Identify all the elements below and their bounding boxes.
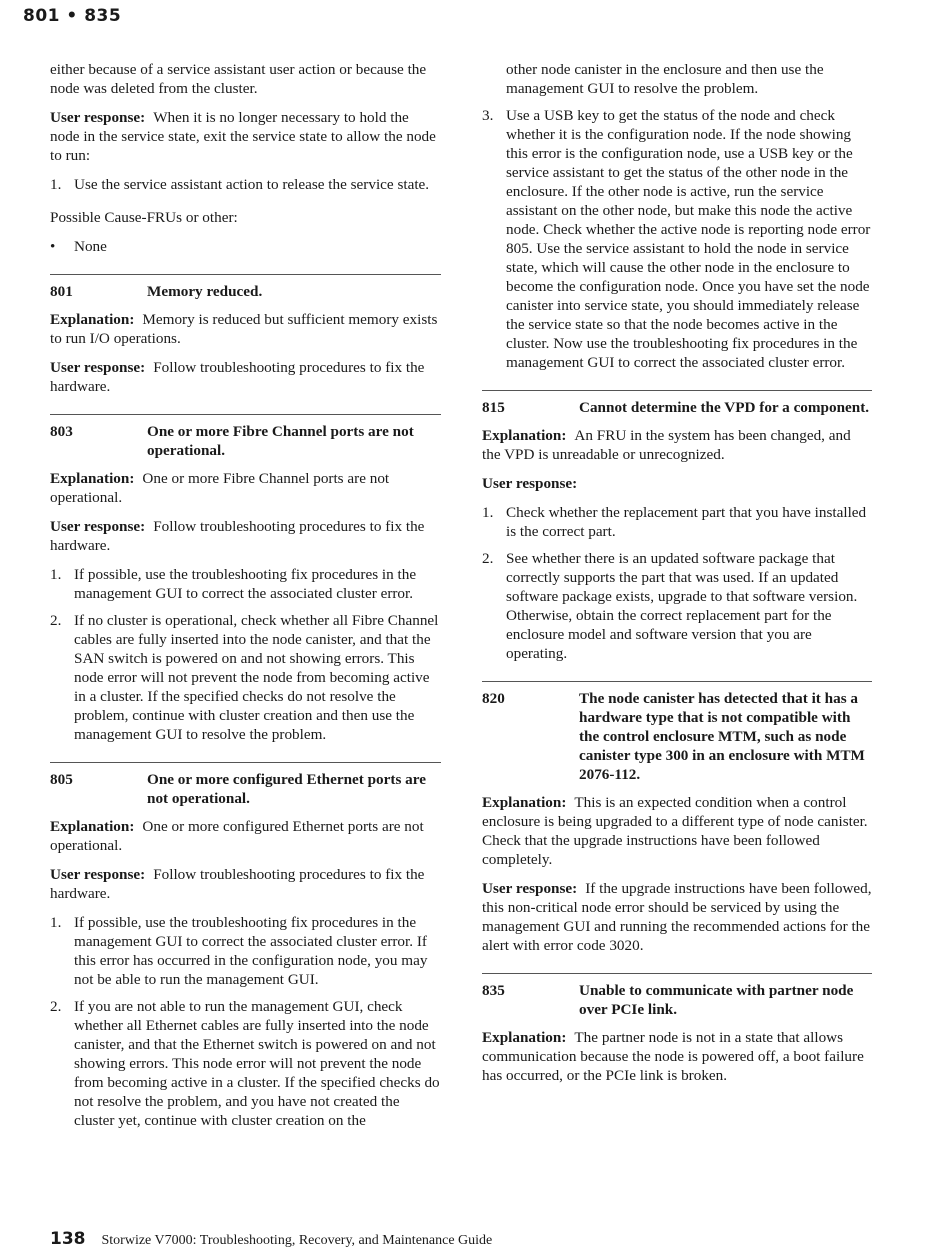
book-title: Storwize V7000: Troubleshooting, Recovery, and Maintenance Guide: [101, 1233, 493, 1248]
entry-heading: [50, 422, 441, 460]
entry-heading: [482, 398, 872, 417]
step-item: 2. If you are not able to run the management GUI, check whether all Ethernet cables are fully inserted into the node canister, and that the Ethernet switch is powered on and not showing errors. This node error will not prevent the node from becoming active in a cluster. If the specified checks do not resolve the problem, and you have not created the cluster yet, continue with cluster creation on the: [50, 998, 440, 1129]
error-code: 805: [50, 771, 73, 788]
user-response: User response: Follow troubleshooting procedures to fix the hardware.: [50, 518, 425, 554]
user-response: User response: When it is no longer necessary to hold the node in the service state, exit the service state to allow the node to run:: [50, 109, 436, 164]
error-code: 801: [50, 283, 73, 300]
error-code: 803: [50, 423, 73, 440]
explanation: Explanation: One or more Fibre Channel ports are not operational.: [50, 470, 390, 506]
user-response: User response: Follow troubleshooting procedures to fix the hardware.: [50, 866, 425, 902]
entry-heading: [50, 770, 441, 808]
step-list: [50, 565, 441, 744]
user-response: User response: If the upgrade instructions have been followed, this non-critical node error should be serviced by using the management GUI and running the recommended actions for the alert with error code 3020.: [482, 880, 872, 954]
explanation: Explanation: This is an expected condition when a control enclosure is being upgraded to a different type of node canister. Check that the upgrade instructions have been followed completely.: [482, 794, 868, 868]
error-entry-815: [482, 390, 872, 663]
page-footer: [50, 1229, 492, 1249]
explanation: Explanation: One or more configured Ethernet ports are not operational.: [50, 818, 424, 854]
explanation: Explanation: An FRU in the system has been changed, and the VPD is unreadable or unrecognized.: [482, 427, 851, 463]
continued-text: either because of a service assistant user action or because the node was deleted from the cluster.: [50, 61, 427, 97]
cause-list: [50, 237, 441, 256]
error-entry-805: [50, 762, 441, 1130]
step-list: [50, 913, 441, 1130]
error-code: 835: [482, 982, 505, 999]
left-column: [50, 60, 441, 1140]
entry-heading: [50, 282, 441, 301]
error-entry-835: [482, 973, 872, 1085]
user-response: User response:: [482, 475, 578, 492]
page-number: 138: [50, 1229, 86, 1249]
entry-heading: [482, 981, 872, 1019]
step-item: 3. Use a USB key to get the status of the node and check whether it is the configuration node. If the node showing this error is the configuration node, use a USB key or the service assistant to get the status of the other node in the enclosure. If the other node is active, run the service assistant on the other node, but make this node the active node. Check whether the active node is reporting node error 805. Use the service assistant to hold the node in service state, which will cause the other node in the enclosure to become the configuration node. Once you have set the node canister into service state, you should immediately release the service state so that the node becomes active in the cluster. Now use the troubleshooting fix procedures in the management GUI to correct the associated cluster error.: [482, 107, 871, 371]
error-code: 820: [482, 690, 505, 707]
error-title: One or more Fibre Channel ports are not operational.: [147, 423, 414, 459]
step-item: 2. See whether there is an updated software package that correctly supports the part that was used. If an updated software package exists, upgrade to that software version. Otherwise, obtain the correct replacement part for the enclosure model and software version that you are operating.: [482, 550, 858, 662]
user-response-label: User response:: [50, 109, 146, 126]
error-code: 815: [482, 399, 505, 416]
error-title: Memory reduced.: [147, 283, 263, 300]
explanation: Explanation: Memory is reduced but sufficient memory exists to run I/O operations.: [50, 311, 438, 347]
error-title: The node canister has detected that it has a hardware type that is not compatible with the control enclosure MTM, such as node canister type 300 in an enclosure with MTM 2076-112.: [579, 690, 865, 783]
page-header-range: 801 • 835: [23, 6, 122, 26]
error-entry-803: [50, 414, 441, 744]
step-list: [482, 106, 872, 372]
step-item: 1. If possible, use the troubleshooting fix procedures in the management GUI to correct the associated cluster error.: [50, 566, 417, 602]
error-entry-820: [482, 681, 872, 955]
error-title: One or more configured Ethernet ports are not operational.: [147, 771, 426, 807]
step-item: 2. If no cluster is operational, check whether all Fibre Channel cables are fully inserted into the node canister, and that the SAN switch is powered on and not showing errors. This node error will not prevent the node from becoming active in a cluster. If the specified checks do not resolve the problem, continue with cluster creation and then use the management GUI to resolve the problem.: [50, 612, 439, 743]
error-title: Cannot determine the VPD for a component.: [579, 399, 870, 416]
error-title: Unable to communicate with partner node over PCIe link.: [579, 982, 854, 1018]
cause-item: • None: [50, 238, 107, 255]
step-list: [482, 503, 872, 663]
error-entry-801: [50, 274, 441, 396]
step-item: 1. Use the service assistant action to release the service state.: [50, 176, 430, 193]
cause-label: Possible Cause-FRUs or other:: [50, 209, 238, 226]
step-list: [50, 175, 441, 194]
continued-step-text: other node canister in the enclosure and then use the management GUI to resolve the problem.: [506, 61, 824, 97]
user-response: User response: Follow troubleshooting procedures to fix the hardware.: [50, 359, 425, 395]
entry-heading: [482, 689, 872, 784]
step-item: 1. If possible, use the troubleshooting fix procedures in the management GUI to correct the associated cluster error. If this error has occurred in the configuration node, you may not be able to run the management GUI.: [50, 914, 428, 988]
explanation: Explanation: The partner node is not in a state that allows communication because the node is powered off, a boot failure has occurred, or the PCIe link is broken.: [482, 1029, 864, 1084]
step-item: 1. Check whether the replacement part that you have installed is the correct part.: [482, 504, 867, 540]
right-column: [482, 60, 872, 1095]
